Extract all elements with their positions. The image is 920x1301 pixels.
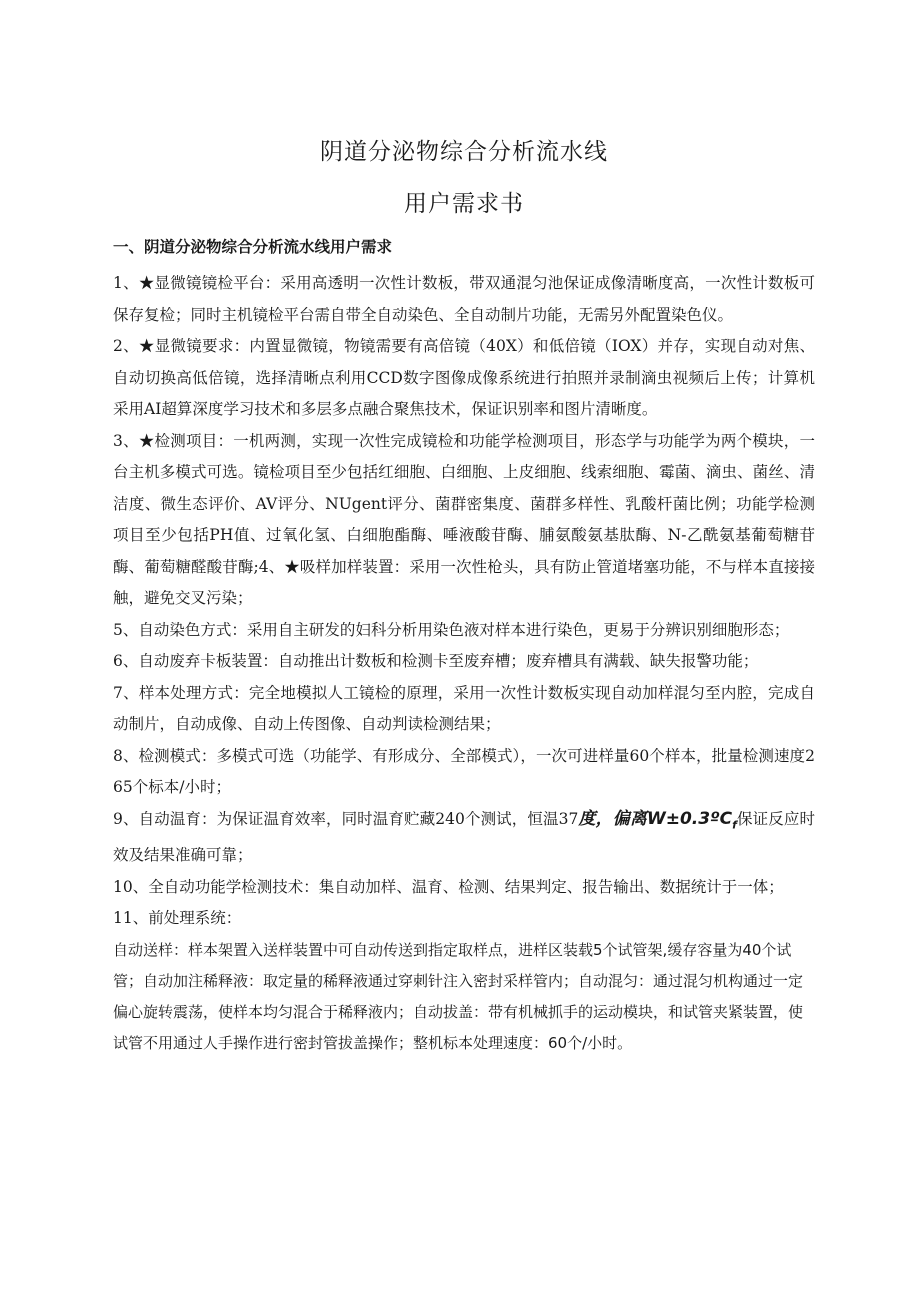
- item-9-tail: 保证反应时效及结果准确可靠；: [113, 809, 815, 865]
- document-title: 阴道分泌物综合分析流水线: [320, 139, 608, 165]
- item-9-tolerance-text: 度，偏离W±0.3ºC: [578, 808, 733, 829]
- requirement-item-10: 10、全自动功能学检测技术：集自动加样、温育、检测、结果判定、报告输出、数据统计于一体；: [113, 877, 784, 896]
- section-heading: 一、阴道分泌物综合分析流水线用户需求: [113, 237, 393, 256]
- requirement-item-8: 8、检测模式：多模式可选（功能学、有形成分、全部模式），一次可进样量60个样本，批量检测速度265个标本/小时；: [113, 746, 815, 796]
- requirement-item-11: 11、前处理系统：: [113, 909, 242, 928]
- requirement-item-3: 3、★检测项目：一机两测，实现一次性完成镜检和功能学检测项目，形态学与功能学为两个模块，一台主机多模式可选。镜检项目至少包括红细胞、白细胞、上皮细胞、线索细胞、霉菌、滴虫、菌丝、清洁度、微生态评价、AV评分、NUgent评分、菌群密集度、菌群多样性、乳酸杆菌比例；功能学检测项目至少包括PH值、过氧化氢、白细胞酯酶、唾液酸苷酶、脯氨酸氨基肽酶、N-乙酰氨基葡萄糖苷酶、葡萄糖醛酸苷酶;4、★吸样加样装置：采用一次性枪头，具有防止管道堵塞功能，不与样本直接接触，避免交叉污染；: [113, 431, 815, 607]
- document-subtitle: 用户需求书: [404, 191, 524, 217]
- requirement-item-7: 7、样本处理方式：完全地模拟人工镜检的原理，采用一次性计数板实现自动加样混匀至内腔，完成自动制片，自动成像、自动上传图像、自动判读检测结果；: [113, 683, 815, 733]
- requirement-item-9: [113, 804, 815, 872]
- pretreatment-description: 自动送样：样本架置入送样装置中可自动传送到指定取样点，进样区装载5个试管架,缓存容量为40个试管；自动加注稀释液：取定量的稀释液通过穿刺针注入密封采样管内；自动混匀：通过混匀机构通过一定偏心旋转震荡，使样本均匀混合于稀释液内；自动拔盖：带有机械抓手的运动模块，和试管夹紧装置，使试管不用通过人手操作进行密封管拔盖操作；整机标本处理速度：60个/小时。: [113, 940, 804, 1052]
- item-9-tolerance: [578, 809, 737, 829]
- document-page: [113, 130, 815, 1059]
- requirement-item-5: 5、自动染色方式：采用自主研发的妇科分析用染色液对样本进行染色，更易于分辨识别细胞形态；: [113, 620, 790, 639]
- item-9-text: 9、自动温育：为保证温育效率，同时温育贮藏240个测试，恒温37: [113, 809, 579, 828]
- item-9-tolerance-sub: f: [732, 817, 737, 831]
- requirement-item-2: 2、★显微镜要求：内置显微镜，物镜需要有高倍镜（40X）和低倍镜（IOX）并存，实现自动对焦、自动切换高低倍镜，选择清晰点利用CCD数字图像成像系统进行拍照并录制滴虫视频后上传；计算机采用AI超算深度学习技术和多层多点融合聚焦技术，保证识别率和图片清晰度。: [113, 337, 815, 418]
- requirement-item-1: 1、★显微镜镜检平台：采用高透明一次性计数板，带双通混匀池保证成像清晰度高，一次性计数板可保存复检；同时主机镜检平台需自带全自动染色、全自动制片功能，无需另外配置染色仪。: [113, 274, 815, 324]
- requirement-item-6: 6、自动废弃卡板装置：自动推出计数板和检测卡至废弃槽；废弃槽具有满载、缺失报警功能；: [113, 652, 759, 670]
